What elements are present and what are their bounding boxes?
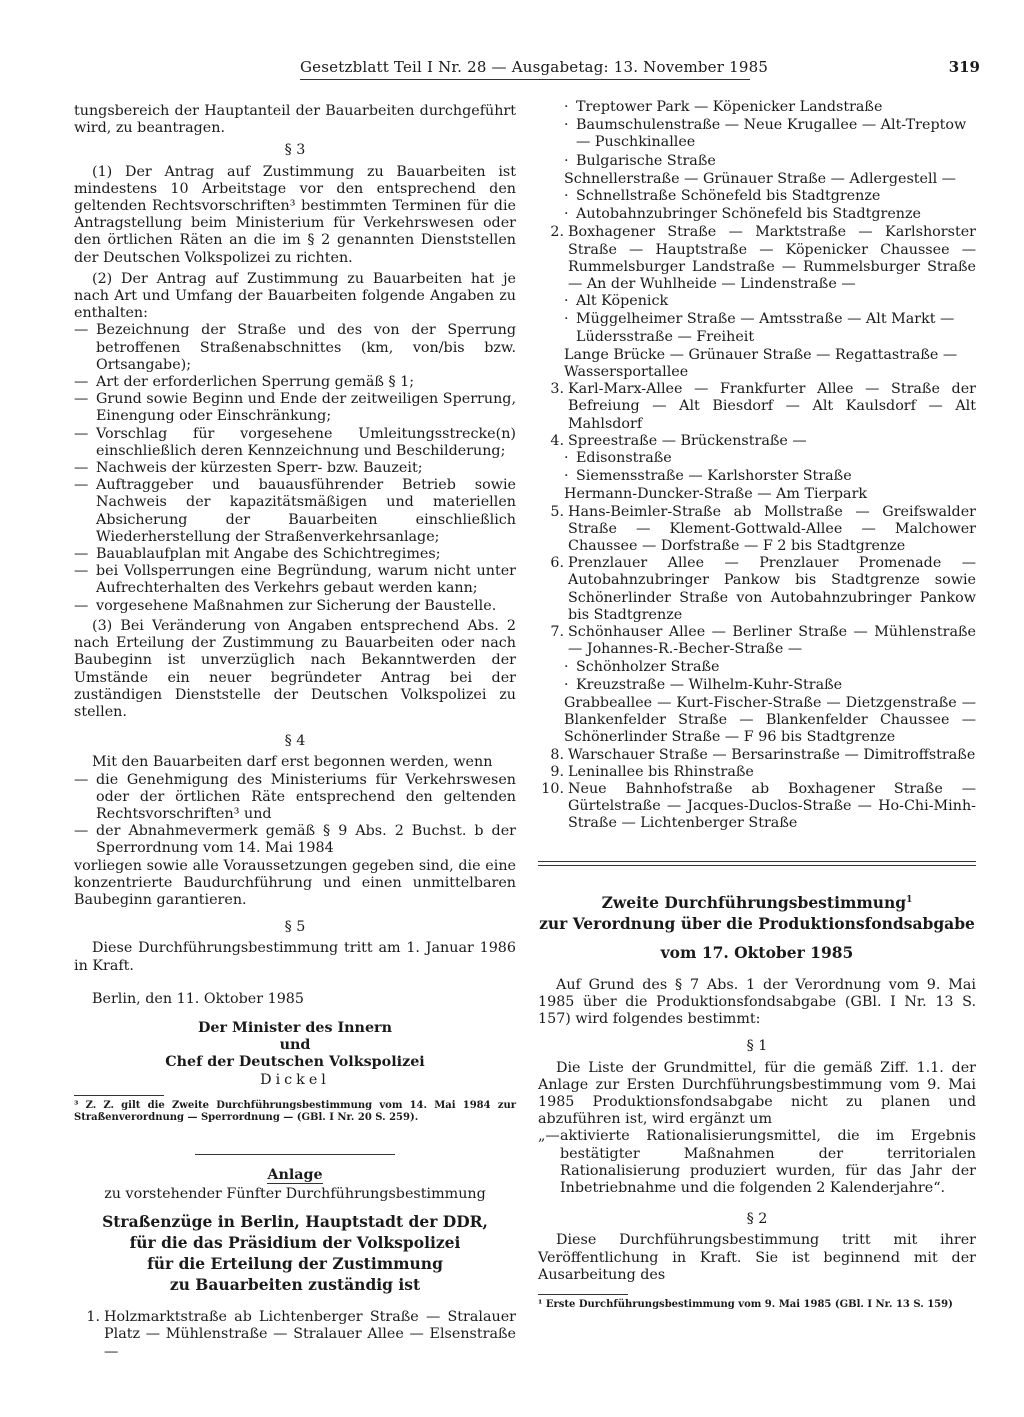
running-title: Gesetzblatt Teil I Nr. 28 — Ausgabetag: 13. November 1985 (300, 58, 769, 76)
bullet-item: · Siemensstraße — Karlshorster Straße (564, 468, 852, 485)
street-list-item: 9. Leninallee bis Rhinstraße (550, 763, 754, 780)
paragraph: Die Liste der Grundmittel, für die gemäß Ziff. 1.1. der Anlage zur Ersten Durchführungsbestimmung vom 9. Mai 1985 Produktionsfondsabgabe nicht zu planen und abzuführen ist, wird ergänzt um (538, 1059, 976, 1128)
paragraph: (3) Bei Veränderung von Angaben entsprechend Abs. 2 nach Erteilung der Zustimmung zu Bauarbeiten oder nach Baubeginn ist unverzüglich nach Bekanntwerden der Umstände ein neuer begründeter Antrag bei der zuständigen Dienststelle der Deutschen Volkspolizei zu stellen. (74, 617, 516, 720)
section-heading: § 3 (284, 142, 306, 159)
street-list-item: 2. Boxhagener Straße — Marktstraße — Karlshorster Straße — Hauptstraße — Köpenicker Chaussee — Rummelsburger Landstraße — Rummelsburger Straße — An der Wuhlheide — Lindenstraße — (550, 224, 976, 293)
list-item: — Bezeichnung der Straße und des von der Sperrung betroffenen Straßenabschnittes (km, von/bis bzw. Ortsangabe); (74, 322, 516, 373)
continuation-text: tungsbereich der Hauptanteil der Bauarbeiten durchgeführt wird, zu beantragen. (74, 103, 516, 137)
street-list-item: 1. Holzmarktstraße ab Lichtenberger Straße — Stralauer Platz — Mühlenstraße — Stralauer Allee — Elsenstraße — (86, 1309, 516, 1360)
double-rule (538, 861, 976, 866)
date-line: Berlin, den 11. Oktober 1985 (92, 990, 305, 1007)
street-list-text: Lange Brücke — Grünauer Straße — Regattastraße — Wassersportallee (564, 346, 958, 381)
footnote-rule (538, 1294, 628, 1295)
list-item: — Bauablaufplan mit Angabe des Schichtregimes; (74, 546, 441, 563)
annex-title: für die das Präsidium der Volkspolizei (129, 1233, 461, 1253)
street-list-item: 8. Warschauer Straße — Bersarinstraße — Dimitroffstraße (550, 746, 976, 763)
bullet-item: · Alt Köpenick (564, 293, 669, 310)
signatory-title: Chef der Deutschen Volkspolizei (165, 1054, 425, 1071)
bullet-item: · Baumschulenstraße — Neue Krugallee — Alt-Treptow — Puschkinallee (564, 117, 967, 151)
annex-title: zu Bauarbeiten zuständig ist (169, 1275, 421, 1295)
street-list-item: 3. Karl-Marx-Allee — Frankfurter Allee — Straße der Befreiung — Alt Biesdorf — Alt Kaulsdorf — Alt Mahlsdorf (550, 381, 976, 432)
list-item: — Auftraggeber und bauausführender Betrieb sowie Nachweis der kapazitätsmäßigen und materiellen Absicherung der Bauarbeiten einschließlich Wiederherstellung der Straßenverkehrsanlage; (74, 477, 516, 545)
regulation-title: Zweite Durchführungsbestimmung$^1$ (601, 892, 913, 912)
paragraph: (1) Der Antrag auf Zustimmung zu Bauarbeiten ist mindestens 10 Arbeitstage vor den entsprechend den geltenden Rechtsvorschriften³ bestimmten Terminen für die Antragstellung beim Ministerium für Verkehrswesen oder den örtlichen Räten an die im § 2 genannten Dienststellen der Deutschen Volkspolizei zu richten. (74, 163, 516, 266)
section-heading: § 4 (284, 733, 306, 750)
paragraph: vorliegen sowie alle Voraussetzungen gegeben sind, die eine konzentrierte Baudurchführung und einen unmittelbaren Baubeginn garantieren. (74, 857, 516, 908)
paragraph: (2) Der Antrag auf Zustimmung zu Bauarbeiten hat je nach Art und Umfang der Bauarbeiten folgende Angaben zu enthalten: (74, 270, 516, 322)
street-list-item: 7. Schönhauser Allee — Berliner Straße — Mühlenstraße — Johannes-R.-Becher-Straße — (550, 624, 976, 658)
list-item: „— aktivierte Rationalisierungsmittel, die im Ergebnis bestätigter Maßnahmen der territorialen Rationalisierung produziert wurden, für das Jahr der Inbetriebnahme und die folgenden 2 Kalenderjahre“. (538, 1128, 976, 1196)
regulation-date: vom 17. Oktober 1985 (660, 942, 854, 962)
bullet-item: · Schnellstraße Schönefeld bis Stadtgrenze (564, 188, 881, 205)
street-list-text: Hermann-Duncker-Straße — Am Tierpark (564, 486, 868, 503)
annex-heading: Anlage (267, 1166, 323, 1183)
list-item: — Nachweis der kürzesten Sperr- bzw. Bauzeit; (74, 460, 423, 477)
section-heading: § 1 (746, 1038, 768, 1055)
bullet-item: · Müggelheimer Straße — Amtsstraße — Alt Markt — Lüdersstraße — Freiheit (564, 311, 955, 345)
street-list-text: Schnellerstraße — Grünauer Straße — Adlergestell — (564, 170, 956, 187)
footnote: ¹ Erste Durchführungsbestimmung vom 9. Mai 1985 (GBl. I Nr. 13 S. 159) (538, 1298, 953, 1310)
list-item: — Art der erforderlichen Sperrung gemäß § 1; (74, 374, 415, 391)
annex-title: für die Erteilung der Zustimmung (147, 1254, 443, 1274)
left-column (74, 103, 516, 1361)
annex-title: Straßenzüge in Berlin, Hauptstadt der DDR, (102, 1212, 488, 1232)
signatory-title: und (279, 1037, 311, 1054)
right-column (538, 99, 976, 1311)
paragraph: Diese Durchführungsbestimmung tritt mit ihrer Veröffentlichung in Kraft. Sie ist beginnend mit der Ausarbeitung des (538, 1232, 976, 1283)
bullet-item: · Treptower Park — Köpenicker Landstraße (564, 99, 883, 115)
header-rule (300, 79, 750, 80)
list-item: — die Genehmigung des Ministeriums für Verkehrswesen oder der örtlichen Räte entsprechend den geltenden Rechtsvorschriften³ und (74, 771, 516, 822)
bullet-item: · Bulgarische Straße (564, 152, 716, 169)
separator-rule (195, 1154, 395, 1155)
bullet-item: · Schönholzer Straße (564, 658, 720, 675)
street-list-item: 6. Prenzlauer Allee — Prenzlauer Promenade — Autobahnzubringer Pankow bis Stadtgrenze sowie Schönerlinder Straße von Autobahnzubringer Pankow bis Stadtgrenze (550, 555, 976, 623)
list-item: — Grund sowie Beginn und Ende der zeitweiligen Sperrung, Einengung oder Einschränkung; (74, 391, 516, 425)
street-list-item: 5. Hans-Beimler-Straße ab Mollstraße — Greifswalder Straße — Klement-Gottwald-Allee — Malchower Chaussee — Dorfstraße — F 2 bis Stadtgrenze (550, 503, 976, 555)
bullet-item: · Autobahnzubringer Schönefeld bis Stadtgrenze (564, 206, 921, 223)
paragraph: Auf Grund des § 7 Abs. 1 der Verordnung vom 9. Mai 1985 über die Produktionsfondsabgabe (GBl. I Nr. 13 S. 157) wird folgendes bestimmt: (538, 976, 976, 1028)
paragraph: Diese Durchführungsbestimmung tritt am 1. Januar 1986 in Kraft. (74, 940, 516, 974)
street-list-item: 10. Neue Bahnhofstraße ab Boxhagener Straße — Gürtelstraße — Jacques-Duclos-Straße — Ho-Chi-Minh-Straße — Lichtenberger Straße (541, 780, 976, 832)
street-list-item: 4. Spreestraße — Brückenstraße — (550, 432, 807, 449)
footnote: ³ Z. Z. gilt die Zweite Durchführungsbestimmung vom 14. Mai 1984 zur Straßenverordnung — Sperrordnung — (GBl. I Nr. 20 S. 259). (74, 1099, 516, 1123)
section-heading: § 5 (284, 919, 306, 936)
street-list-text: Grabbeallee — Kurt-Fischer-Straße — Dietzgenstraße — Blankenfelder Straße — Blankenfelder Chaussee — Schönerlinder Straße — F 96 bis Stadtgrenze (564, 694, 976, 746)
footnote-rule (74, 1095, 164, 1096)
signatory-title: Der Minister des Innern (198, 1019, 392, 1036)
signatory-name: Dickel (260, 1071, 330, 1088)
regulation-title: zur Verordnung über die Produktionsfondsabgabe (539, 913, 975, 933)
bullet-item: · Kreuzstraße — Wilhelm-Kuhr-Straße (564, 676, 843, 693)
list-item: — vorgesehene Maßnahmen zur Sicherung der Baustelle. (74, 597, 497, 614)
bullet-item: · Edisonstraße (564, 450, 672, 467)
page-number: 319 (948, 58, 980, 76)
list-item: — bei Vollsperrungen eine Begründung, warum nicht unter Aufrechterhalten des Verkehrs gebaut werden kann; (74, 563, 516, 597)
list-item: — der Abnahmevermerk gemäß § 9 Abs. 2 Buchst. b der Sperrordnung vom 14. Mai 1984 (74, 823, 516, 857)
list-item: — Vorschlag für vorgesehene Umleitungsstrecke(n) einschließlich deren Kennzeichnung und Beschilderung; (74, 425, 516, 459)
annex-subtitle: zu vorstehender Fünfter Durchführungsbestimmung (104, 1185, 486, 1202)
paragraph: Mit den Bauarbeiten darf erst begonnen werden, wenn (92, 754, 493, 771)
section-heading: § 2 (746, 1211, 768, 1228)
